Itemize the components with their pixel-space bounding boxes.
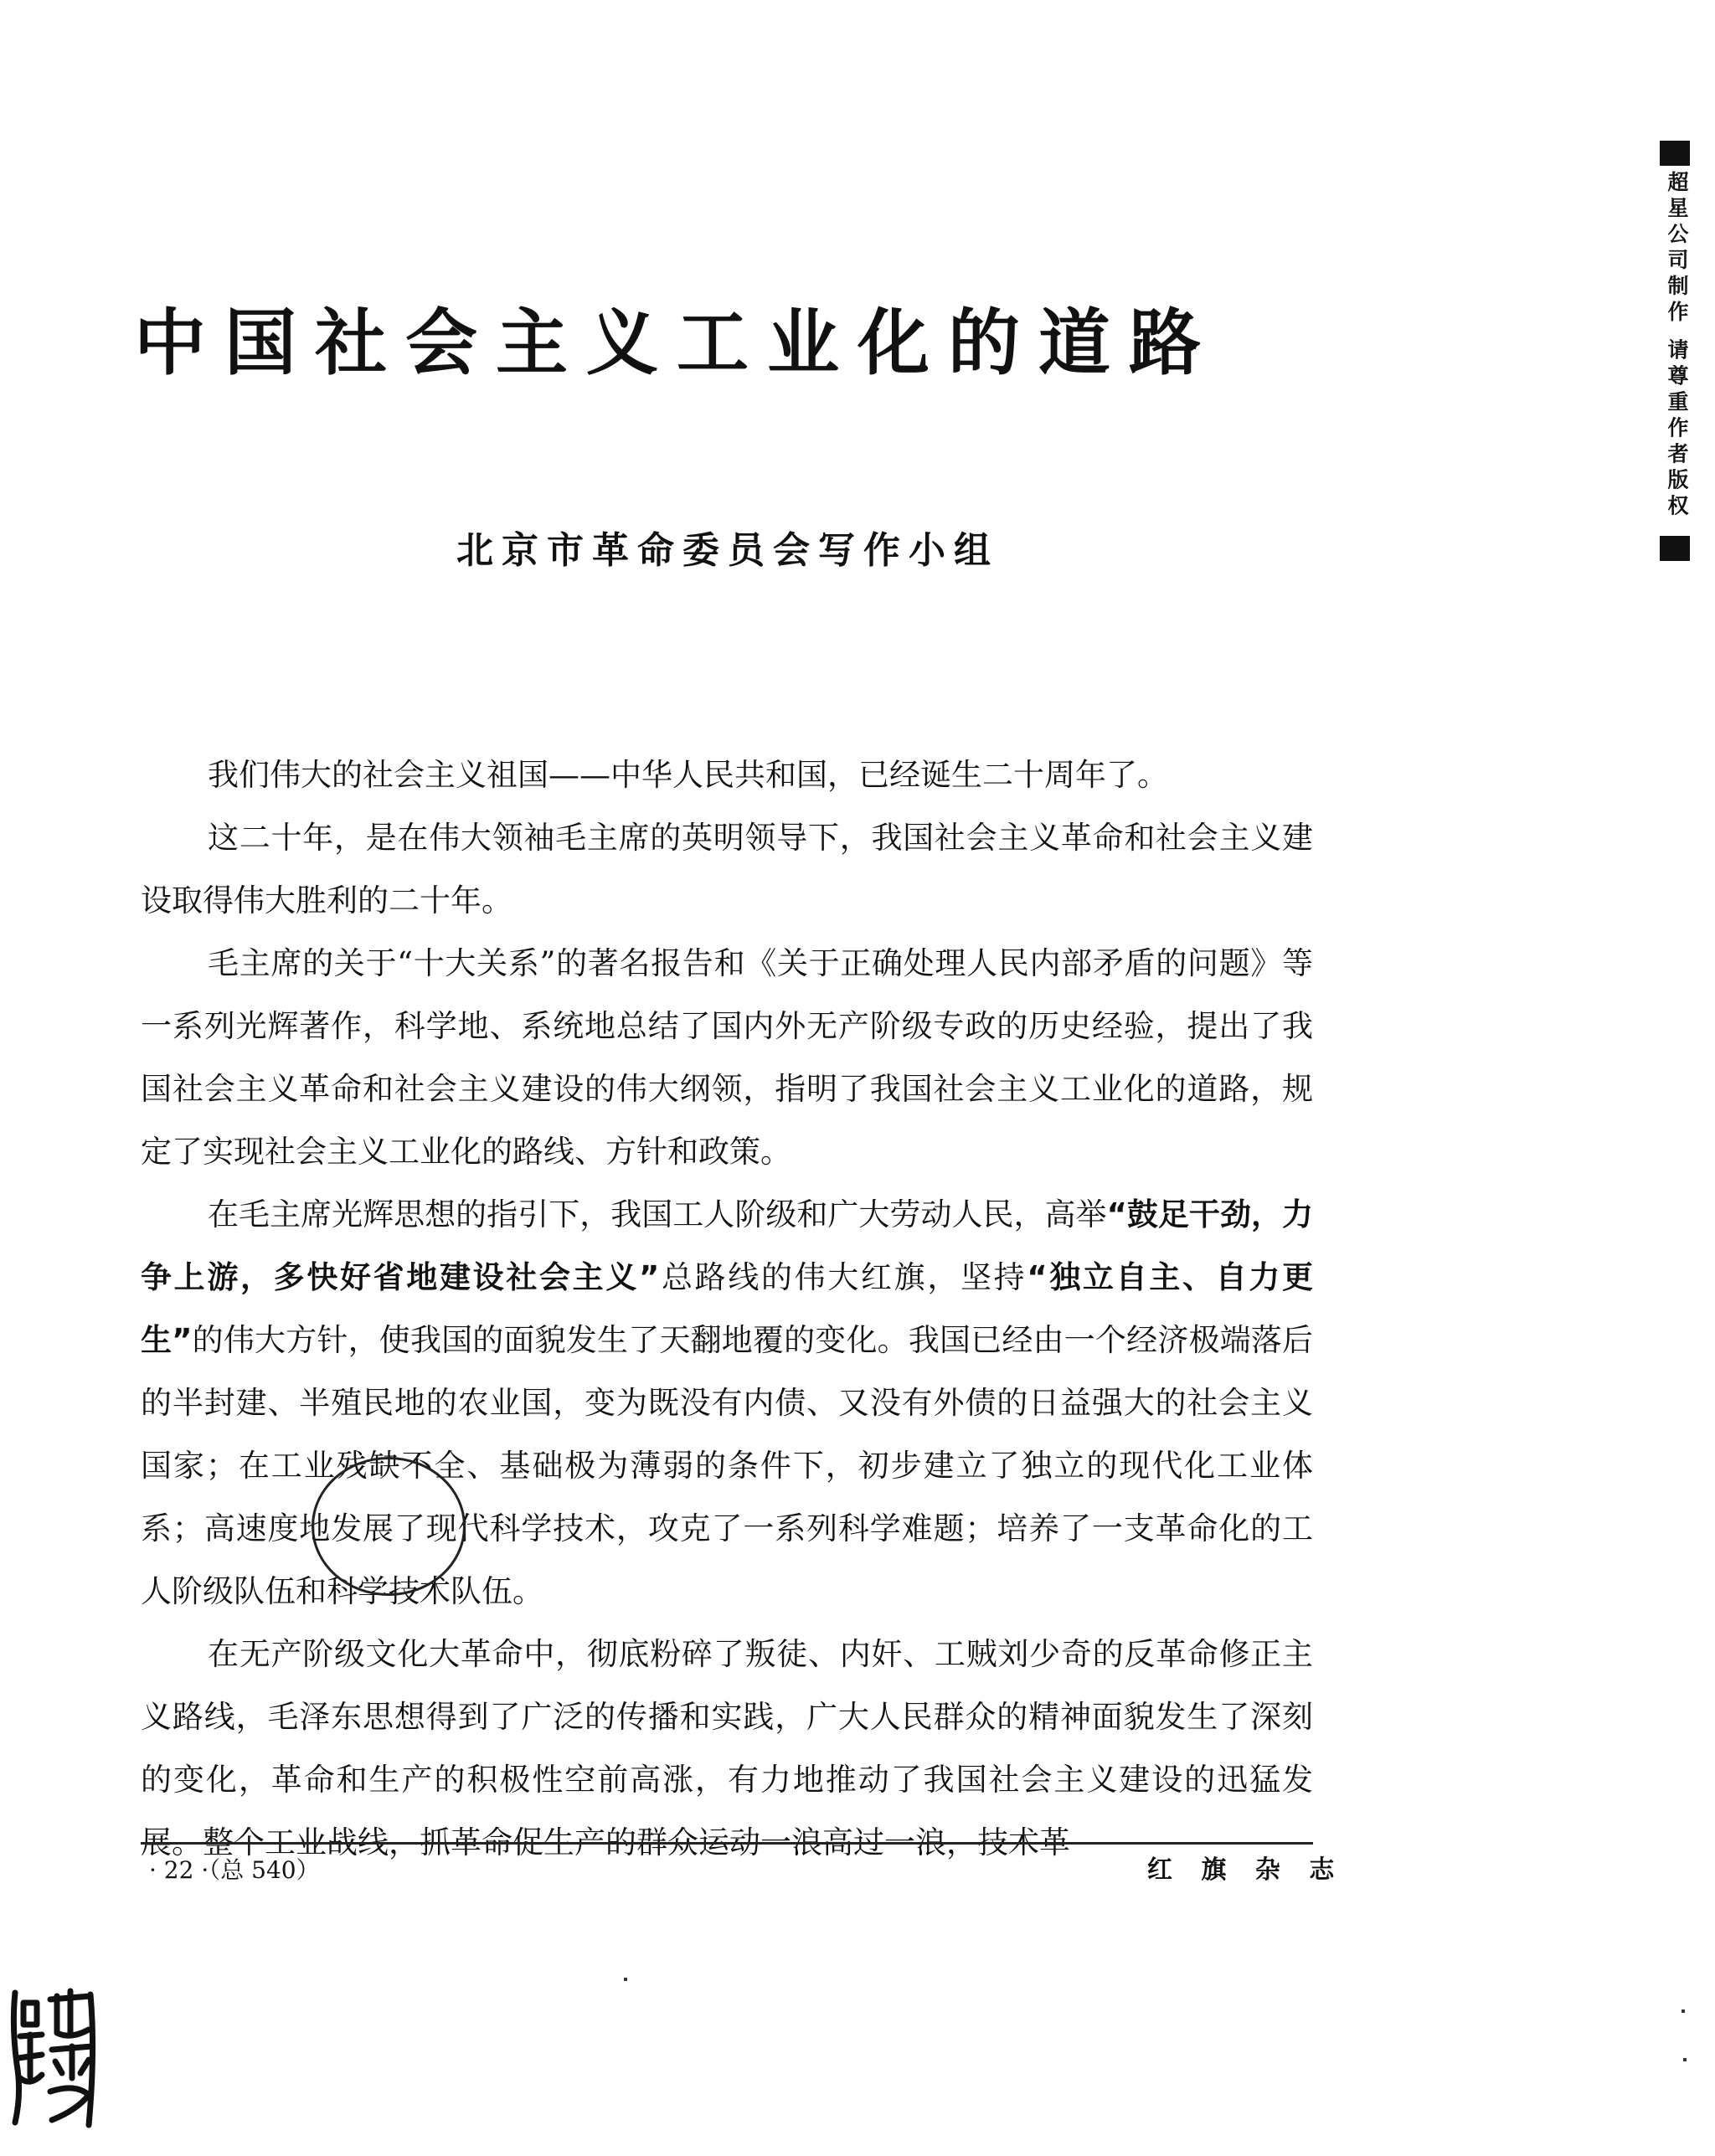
page-number: · 22 ·（总 540） <box>149 1856 320 1884</box>
paragraph-4-text-e: 的伟大方针，使我国的面貌发生了天翻地覆的变化。我国已经由一个经济极端落后的半封建、半殖民地的农业国，变为既没有内债、又没有外债的日益强大的社会主义国家；在工业残缺不全、基础极为薄弱的条件下，初步建立了独立的现代化工业体系；高速度地发展了现代科学技术，攻克了一系列科学难题；培养了一支革命化的工人阶级队伍和科学技术队伍。 <box>141 1322 1313 1609</box>
article-body <box>141 744 1313 1874</box>
general-line-quote: “鼓足干劲，力争上游，多快好省地建设社会主义” <box>141 1196 1313 1295</box>
paragraph-1: 我们伟大的社会主义祖国——中华人民共和国，已经诞生二十周年了。 <box>208 757 1168 793</box>
paragraph-4-text-a: 在毛主席光辉思想的指引下，我国工人阶级和广大劳动人民，高举 <box>208 1196 1107 1232</box>
paragraph-5: 在无产阶级文化大革命中，彻底粉碎了叛徒、内奸、工贼刘少奇的反革命修正主义路线，毛泽东思想得到了广泛的传播和实践，广大人民群众的精神面貌发生了深刻的变化，革命和生产的积极性空前高涨，有力地推动了我国社会主义建设的迅猛发展。整个工业战线，抓革命促生产的群众运动一浪高过一浪，技术革 <box>141 1636 1313 1860</box>
scan-speck <box>624 1978 627 1981</box>
copyright-side-strip <box>1656 141 1697 561</box>
paragraph-2: 这二十年，是在伟大领袖毛主席的英明领导下，我国社会主义革命和社会主义建设取得伟大胜利的二十年。 <box>141 820 1313 918</box>
side-strip-bottom-bar <box>1660 536 1690 561</box>
paragraph-4-text-c: 总路线的伟大红旗，坚持 <box>659 1259 1027 1295</box>
paragraph-4 <box>141 1183 1313 1623</box>
side-strip-text: 超星公司制作 请尊重作者版权 <box>1665 171 1689 521</box>
self-reliance-quote: “独立自主、自力更生” <box>141 1259 1313 1358</box>
article-author: 北京市革命委员会写作小组 <box>456 529 999 572</box>
scan-speck <box>1682 2009 1685 2013</box>
seal-glyph-icon <box>8 1984 99 2131</box>
paragraph-3: 毛主席的关于“十大关系”的著名报告和《关于正确处理人民内部矛盾的问题》等一系列光辉著作，科学地、系统地总结了国内外无产阶级专政的历史经验，提出了我国社会主义革命和社会主义建设的伟大纲领，指明了我国社会主义工业化的道路，规定了实现社会主义工业化的路线、方针和政策。 <box>141 945 1313 1170</box>
library-seal-stamp <box>8 1984 99 2131</box>
side-strip-top-bar <box>1660 141 1690 166</box>
hand-drawn-circle <box>312 1457 466 1596</box>
scan-speck <box>1683 2058 1687 2061</box>
article-title: 中国社会主义工业化的道路 <box>134 301 1219 385</box>
footer-divider <box>141 1842 1313 1845</box>
journal-name: 红 旗 杂 志 <box>1147 1855 1345 1885</box>
